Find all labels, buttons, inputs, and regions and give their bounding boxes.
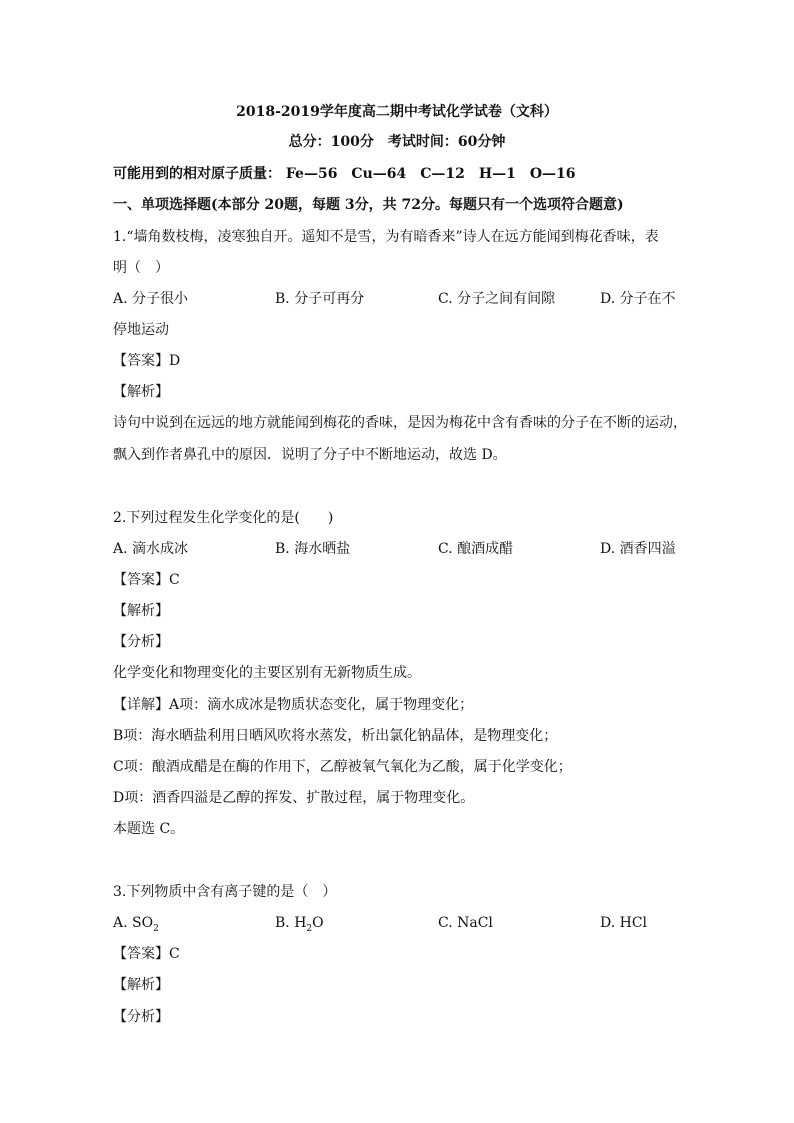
q1-option-b: B. 分子可再分 bbox=[275, 291, 365, 307]
q1-stem-line1: 1.“墙角数枝梅，凌寒独自开。遥知不是雪，为有暗香来”诗人在远方能闻到梅花香味，表 bbox=[113, 229, 659, 245]
q2-stem: 2.下列过程发生化学变化的是( ) bbox=[113, 510, 334, 526]
atomic-masses: 可能用到的相对原子质量： Fe—56 Cu—64 C—12 H—1 O—16 bbox=[113, 166, 576, 182]
q3-answer: 【答案】C bbox=[113, 946, 180, 962]
exam-title: 2018-2019学年度高二期中考试化学试卷（文科） bbox=[236, 104, 558, 120]
section-heading: 一、单项选择题(本部分 20题，每题 3分，共 72分。每题只有一个选项符合题意) bbox=[113, 197, 624, 213]
q1-option-d-wrap: 停地运动 bbox=[113, 322, 169, 338]
q1-analysis-label: 【解析】 bbox=[113, 384, 169, 400]
q3-option-b-subscript: 2 bbox=[306, 923, 313, 934]
q3-option-a-text: A. SO bbox=[113, 915, 154, 931]
q2-answer: 【答案】C bbox=[113, 572, 180, 588]
q2-conclusion: 本题选 C。 bbox=[113, 821, 185, 837]
q2-fenxi-text: 化学变化和物理变化的主要区别有无新物质生成。 bbox=[113, 665, 421, 681]
q2-detail-d: D项：酒香四溢是乙醇的挥发、扩散过程，属于物理变化。 bbox=[113, 790, 475, 806]
q3-fenxi-label: 【分析】 bbox=[113, 1009, 169, 1025]
q3-analysis-label: 【解析】 bbox=[113, 977, 169, 993]
q3-option-b-text: B. H bbox=[275, 915, 307, 931]
q1-option-c: C. 分子之间有间隙 bbox=[438, 291, 556, 307]
q3-option-a bbox=[113, 913, 159, 933]
q2-detail-b: B项：海水晒盐利用日晒风吹将水蒸发，析出氯化钠晶体，是物理变化； bbox=[113, 728, 558, 744]
q1-analysis-line1: 诗句中说到在远远的地方就能闻到梅花的香味，是因为梅花中含有香味的分子在不断的运动， bbox=[113, 415, 687, 431]
q3-option-b bbox=[275, 913, 324, 933]
q3-option-c: C. NaCl bbox=[438, 915, 493, 931]
q2-option-c: C. 酿酒成醋 bbox=[438, 541, 514, 557]
q2-detail-a: 【详解】A项：滴水成冰是物质状态变化，属于物理变化； bbox=[113, 697, 474, 713]
q1-stem-line2: 明（ ） bbox=[113, 260, 169, 276]
q1-answer: 【答案】D bbox=[113, 353, 181, 369]
q3-option-d: D. HCl bbox=[600, 915, 648, 931]
q2-option-d: D. 酒香四溢 bbox=[600, 541, 676, 557]
exam-subtitle: 总分：100分 考试时间：60分钟 bbox=[288, 134, 506, 150]
q2-option-a: A. 滴水成冰 bbox=[113, 541, 189, 557]
q1-option-d: D. 分子在不 bbox=[600, 291, 676, 307]
q2-fenxi-label: 【分析】 bbox=[113, 634, 169, 650]
q1-option-a: A. 分子很小 bbox=[113, 291, 189, 307]
q3-option-a-subscript: 2 bbox=[153, 923, 159, 934]
q3-stem: 3.下列物质中含有离子键的是（ ） bbox=[113, 884, 337, 900]
q2-detail-c: C项：酿酒成醋是在酶的作用下，乙醇被氧气氧化为乙酸，属于化学变化； bbox=[113, 759, 572, 775]
q2-analysis-label: 【解析】 bbox=[113, 603, 169, 619]
q2-option-b: B. 海水晒盐 bbox=[275, 541, 351, 557]
q3-option-b-suffix: O bbox=[312, 915, 324, 931]
q1-analysis-line2: 飘入到作者鼻孔中的原因．说明了分子中不断地运动，故选 D。 bbox=[113, 447, 507, 463]
